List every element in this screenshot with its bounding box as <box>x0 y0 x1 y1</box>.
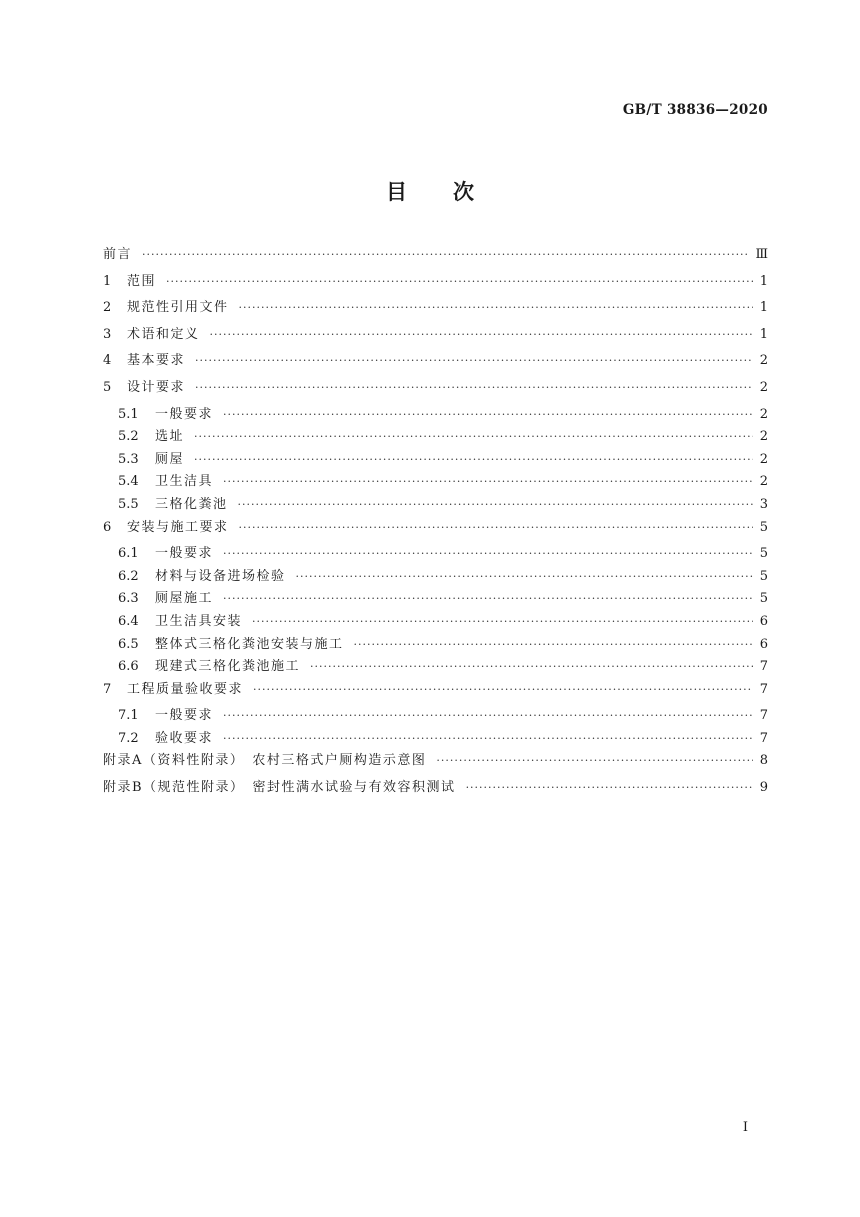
toc-entry-page: Ⅲ <box>755 247 768 262</box>
dot-leader <box>296 567 753 587</box>
toc-entry[interactable] <box>103 567 768 590</box>
toc-entry-page: 7 <box>759 659 768 675</box>
toc-entry-label <box>103 706 213 726</box>
toc-entry-label <box>103 680 243 700</box>
dot-leader <box>195 351 753 371</box>
toc-entry-number: 7.2 <box>118 730 139 746</box>
toc-entry-number: 1 <box>103 273 112 289</box>
toc-entry[interactable] <box>103 544 768 567</box>
toc-entry-text: 范围 <box>127 273 157 289</box>
toc-entry-page: 1 <box>759 300 768 316</box>
toc-entry-page: 2 <box>759 451 768 467</box>
toc-entry-label <box>103 272 156 292</box>
toc-entry-text: 设计要求 <box>127 379 186 395</box>
dot-leader <box>194 450 753 470</box>
toc-entry-label <box>103 751 426 771</box>
toc-entry-number: 5.1 <box>118 406 139 422</box>
toc-entry-label <box>103 405 213 425</box>
toc-entry-page: 8 <box>759 753 768 769</box>
dot-leader <box>252 612 753 632</box>
dot-leader <box>223 589 753 609</box>
toc-entry-page: 5 <box>759 546 768 562</box>
toc-entry-label <box>103 495 228 515</box>
toc-entry-text: 一般要求 <box>155 708 214 724</box>
toc-entry[interactable] <box>103 450 768 473</box>
toc-entry-label <box>103 729 213 749</box>
dot-leader <box>239 518 753 538</box>
toc-entry[interactable] <box>103 589 768 612</box>
toc-entry-page: 7 <box>759 730 768 746</box>
dot-leader <box>466 778 753 798</box>
dot-leader <box>195 378 753 398</box>
dot-leader <box>166 272 753 292</box>
toc-entry-number: 4 <box>103 353 112 369</box>
toc-entry[interactable] <box>103 729 768 752</box>
toc-entry-text: 安装与施工要求 <box>127 519 229 535</box>
toc-entry-text: 规范性引用文件 <box>127 300 229 316</box>
toc-entry-number: 2 <box>103 300 112 316</box>
toc-entry-text: 验收要求 <box>155 730 214 746</box>
toc-entry-page: 2 <box>759 379 768 395</box>
toc-entry-number: 5.5 <box>118 496 139 512</box>
toc-entry-number: 6 <box>103 519 112 535</box>
toc-entry[interactable] <box>103 351 768 378</box>
toc-entry-text: 整体式三格化粪池安装与施工 <box>155 636 344 652</box>
toc-entry-text: 厕屋施工 <box>155 591 214 607</box>
toc-entry-label <box>103 472 213 492</box>
toc-entry-number: 5.3 <box>118 451 139 467</box>
toc-entry-label <box>103 325 200 345</box>
toc-entry-page: 9 <box>759 780 768 796</box>
toc-entry[interactable] <box>103 778 768 805</box>
toc-entry-page: 5 <box>759 519 768 535</box>
toc-entry-label <box>103 427 184 447</box>
toc-entry-page: 5 <box>759 591 768 607</box>
toc-entry[interactable] <box>103 378 768 405</box>
dot-leader <box>142 245 748 265</box>
toc-entry-page: 2 <box>759 406 768 422</box>
toc-entry-number: 6.4 <box>118 613 139 629</box>
toc-entry-label <box>103 589 213 609</box>
toc-entry-text: 前言 <box>103 247 133 262</box>
toc-entry-page: 3 <box>759 496 768 512</box>
toc-entry-label <box>103 635 344 655</box>
dot-leader <box>253 680 753 700</box>
toc-entry-page: 7 <box>759 708 768 724</box>
toc-entry[interactable] <box>103 405 768 428</box>
table-of-contents <box>103 245 768 805</box>
toc-entry-text: 一般要求 <box>155 546 214 562</box>
toc-entry[interactable] <box>103 245 768 272</box>
toc-entry-page: 1 <box>759 326 768 342</box>
page-number: I <box>742 1120 748 1135</box>
toc-entry-page: 2 <box>759 353 768 369</box>
toc-entry[interactable] <box>103 325 768 352</box>
dot-leader <box>239 298 753 318</box>
toc-entry-text: 卫生洁具 <box>155 474 214 490</box>
toc-entry-text: 选址 <box>155 429 185 445</box>
toc-entry-text: 一般要求 <box>155 406 214 422</box>
toc-entry-number: 6.6 <box>118 659 139 675</box>
toc-entry-number: 7 <box>103 681 112 697</box>
toc-entry-page: 6 <box>759 613 768 629</box>
toc-entry-text: 工程质量验收要求 <box>127 681 244 697</box>
toc-entry-label <box>103 351 185 371</box>
toc-entry[interactable] <box>103 751 768 778</box>
toc-entry-label <box>103 612 242 632</box>
dot-leader <box>223 706 753 726</box>
toc-entry-text: 附录B（规范性附录） 密封性满水试验与有效容积测试 <box>103 780 456 796</box>
toc-entry-label <box>103 298 229 318</box>
toc-entry[interactable] <box>103 612 768 635</box>
toc-entry-label <box>103 544 213 564</box>
dot-leader <box>223 544 753 564</box>
toc-entry-number: 6.3 <box>118 591 139 607</box>
toc-entry-number: 6.2 <box>118 568 139 584</box>
toc-entry-page: 7 <box>759 681 768 697</box>
toc-entry-number: 6.5 <box>118 636 139 652</box>
toc-entry-number: 3 <box>103 326 112 342</box>
toc-entry[interactable] <box>103 298 768 325</box>
dot-leader <box>223 472 753 492</box>
dot-leader <box>210 325 753 345</box>
toc-entry[interactable] <box>103 495 768 518</box>
toc-entry-text: 术语和定义 <box>127 326 200 342</box>
toc-entry[interactable] <box>103 635 768 658</box>
toc-entry-page: 2 <box>759 474 768 490</box>
standard-code: GB/T 38836—2020 <box>622 102 768 118</box>
toc-entry-label <box>103 378 185 398</box>
dot-leader <box>223 729 753 749</box>
toc-entry[interactable] <box>103 272 768 299</box>
toc-entry[interactable] <box>103 427 768 450</box>
dot-leader <box>194 427 753 447</box>
toc-entry-number: 5 <box>103 379 112 395</box>
dot-leader <box>354 635 753 655</box>
toc-entry-text: 材料与设备进场检验 <box>155 568 286 584</box>
toc-entry-page: 5 <box>759 568 768 584</box>
toc-entry-text: 现建式三格化粪池施工 <box>155 659 301 675</box>
toc-entry-label <box>103 567 286 587</box>
dot-leader <box>238 495 753 515</box>
dot-leader <box>310 657 753 677</box>
toc-entry-label <box>103 245 132 265</box>
toc-entry-text: 厕屋 <box>155 451 185 467</box>
dot-leader <box>436 751 752 771</box>
toc-entry[interactable] <box>103 472 768 495</box>
toc-entry[interactable] <box>103 518 768 545</box>
toc-entry[interactable] <box>103 706 768 729</box>
toc-entry-label <box>103 657 300 677</box>
toc-entry-text: 基本要求 <box>127 353 186 369</box>
toc-entry-text: 卫生洁具安装 <box>155 613 243 629</box>
toc-entry-label <box>103 518 229 538</box>
toc-entry-number: 5.4 <box>118 474 139 490</box>
toc-entry[interactable] <box>103 680 768 707</box>
dot-leader <box>223 405 753 425</box>
toc-entry-text: 三格化粪池 <box>155 496 228 512</box>
toc-entry-number: 7.1 <box>118 708 139 724</box>
toc-entry-page: 2 <box>759 429 768 445</box>
toc-entry-number: 6.1 <box>118 546 139 562</box>
toc-entry-page: 1 <box>759 273 768 289</box>
page-title: 目次 <box>386 179 520 204</box>
toc-entry-label <box>103 778 456 798</box>
toc-entry-text: 附录A（资料性附录） 农村三格式户厕构造示意图 <box>103 753 427 769</box>
toc-entry[interactable] <box>103 657 768 680</box>
toc-entry-number: 5.2 <box>118 429 139 445</box>
toc-entry-page: 6 <box>759 636 768 652</box>
toc-entry-label <box>103 450 184 470</box>
